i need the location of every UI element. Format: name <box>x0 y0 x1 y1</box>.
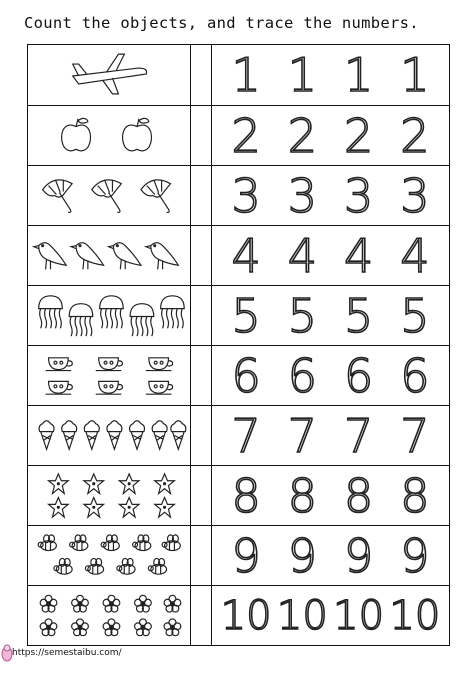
worksheet-row <box>28 405 449 465</box>
trace-number[interactable]: 7 <box>231 408 261 463</box>
trace-numbers <box>211 466 449 525</box>
trace-number[interactable]: 7 <box>343 408 374 463</box>
worksheet-row <box>28 225 449 285</box>
trace-number[interactable]: 9 <box>231 528 261 583</box>
trace-numbers <box>211 406 449 465</box>
footer-url: https://semestaibu.com/ <box>12 648 122 658</box>
trace-number[interactable]: 9 <box>287 528 318 583</box>
trace-numbers <box>211 346 449 405</box>
ice-cream-icon <box>39 421 54 450</box>
flower-icon <box>135 619 152 636</box>
worksheet-row <box>28 165 449 225</box>
objects-drawing <box>28 166 190 225</box>
flower-icon <box>103 595 120 612</box>
bee-icon <box>85 558 103 574</box>
trace-number[interactable]: 4 <box>231 228 261 283</box>
teacup-icon <box>46 358 73 371</box>
bee-icon <box>117 558 135 574</box>
trace-numbers <box>211 586 449 645</box>
trace-number[interactable]: 4 <box>400 228 430 283</box>
trace-number[interactable]: 7 <box>287 408 318 463</box>
objects-drawing <box>28 346 190 405</box>
worksheet-grid <box>27 44 450 646</box>
trace-number[interactable]: 6 <box>287 348 318 403</box>
ice-cream-icon <box>152 421 167 450</box>
starfish-icon <box>84 474 104 494</box>
worksheet-row <box>28 45 449 105</box>
row-gap <box>191 586 211 645</box>
flower-icon <box>72 595 89 612</box>
bee-icon <box>133 535 151 551</box>
trace-number[interactable]: 2 <box>400 108 430 163</box>
trace-number[interactable]: 10 <box>389 592 441 639</box>
flower-icon <box>40 595 57 612</box>
trace-numbers <box>211 226 449 285</box>
object-box <box>28 286 191 345</box>
trace-number[interactable]: 2 <box>231 108 261 163</box>
row-gap <box>191 45 211 105</box>
flower-icon <box>164 595 181 612</box>
teacup-icon <box>96 381 123 394</box>
row-gap <box>191 286 211 345</box>
trace-number[interactable]: 3 <box>400 168 430 223</box>
starfish-icon <box>155 497 175 517</box>
ice-cream-icon <box>84 421 99 450</box>
trace-number[interactable]: 3 <box>343 168 374 223</box>
bee-icon <box>54 558 72 574</box>
starfish-icon <box>49 474 69 494</box>
bird-icon <box>146 243 178 270</box>
ice-cream-icon <box>171 421 186 450</box>
trace-number[interactable]: 5 <box>287 288 318 343</box>
worksheet-title: Count the objects, and trace the numbers. <box>24 14 419 32</box>
trace-numbers <box>211 526 449 585</box>
object-box <box>28 166 191 225</box>
objects-drawing <box>28 466 190 525</box>
ice-cream-icon <box>62 421 77 450</box>
bee-icon <box>162 535 180 551</box>
flower-icon <box>164 619 181 636</box>
starfish-icon <box>49 497 69 517</box>
row-gap <box>191 106 211 165</box>
trace-number[interactable]: 1 <box>343 48 374 102</box>
apple-icon <box>62 118 91 151</box>
apple-icon <box>123 118 152 151</box>
objects-drawing <box>28 45 190 105</box>
bee-icon <box>101 535 119 551</box>
flower-icon <box>135 595 152 612</box>
bird-icon <box>34 243 66 270</box>
trace-numbers <box>211 166 449 225</box>
trace-number[interactable]: 4 <box>343 228 374 283</box>
objects-drawing <box>28 586 190 645</box>
jellyfish-icon <box>69 304 93 336</box>
objects-drawing <box>28 226 190 285</box>
teacup-icon <box>46 381 73 394</box>
trace-number[interactable]: 4 <box>287 228 318 283</box>
trace-number[interactable]: 3 <box>287 168 318 223</box>
worksheet-row <box>28 465 449 525</box>
trace-number[interactable]: 1 <box>400 48 430 102</box>
trace-number[interactable]: 5 <box>343 288 374 343</box>
trace-numbers <box>211 45 449 105</box>
object-box <box>28 586 191 645</box>
row-gap <box>191 406 211 465</box>
trace-number[interactable]: 8 <box>287 468 318 523</box>
starfish-icon <box>84 497 104 517</box>
object-box <box>28 526 191 585</box>
trace-number[interactable]: 8 <box>400 468 430 523</box>
trace-number[interactable]: 6 <box>231 348 261 403</box>
row-gap <box>191 226 211 285</box>
trace-number[interactable]: 5 <box>400 288 430 343</box>
teacup-icon <box>146 381 173 394</box>
row-gap <box>191 526 211 585</box>
object-box <box>28 45 191 105</box>
trace-number[interactable]: 8 <box>343 468 374 523</box>
trace-number[interactable]: 9 <box>343 528 374 583</box>
ice-cream-icon <box>130 421 145 450</box>
bird-icon <box>71 243 103 270</box>
jellyfish-icon <box>39 296 63 328</box>
worksheet-row <box>28 585 449 645</box>
row-gap <box>191 466 211 525</box>
teacup-icon <box>96 358 123 371</box>
object-box <box>28 406 191 465</box>
objects-drawing <box>28 286 190 345</box>
starfish-icon <box>155 474 175 494</box>
object-box <box>28 106 191 165</box>
flower-icon <box>40 619 57 636</box>
object-box <box>28 226 191 285</box>
trace-number[interactable]: 1 <box>287 48 318 102</box>
trace-number[interactable]: 5 <box>231 288 261 343</box>
trace-number[interactable]: 2 <box>287 108 318 163</box>
jellyfish-icon <box>130 304 154 336</box>
umbrella-icon <box>141 180 170 213</box>
worksheet-row <box>28 345 449 405</box>
object-box <box>28 466 191 525</box>
trace-number[interactable]: 6 <box>400 348 430 403</box>
object-box <box>28 346 191 405</box>
row-gap <box>191 166 211 225</box>
trace-number[interactable]: 7 <box>400 408 430 463</box>
row-gap <box>191 346 211 405</box>
bee-icon <box>148 558 166 574</box>
airplane-icon <box>73 54 147 94</box>
starfish-icon <box>119 474 139 494</box>
trace-number[interactable]: 3 <box>231 168 261 223</box>
bee-icon <box>38 535 56 551</box>
trace-number[interactable]: 10 <box>220 592 272 639</box>
worksheet-row <box>28 105 449 165</box>
flower-icon <box>72 619 89 636</box>
trace-number[interactable]: 6 <box>343 348 374 403</box>
trace-number[interactable]: 10 <box>333 592 385 639</box>
trace-numbers <box>211 106 449 165</box>
objects-drawing <box>28 526 190 585</box>
trace-number[interactable]: 1 <box>231 48 261 102</box>
trace-number[interactable]: 2 <box>343 108 374 163</box>
objects-drawing <box>28 106 190 165</box>
jellyfish-icon <box>161 296 185 328</box>
umbrella-icon <box>43 180 73 213</box>
ice-cream-icon <box>107 421 122 450</box>
trace-number[interactable]: 10 <box>276 592 328 639</box>
teacup-icon <box>146 358 173 371</box>
trace-number[interactable]: 9 <box>400 528 430 583</box>
trace-numbers <box>211 286 449 345</box>
worksheet-row <box>28 525 449 585</box>
jellyfish-icon <box>100 296 124 328</box>
bee-icon <box>70 535 88 551</box>
flower-icon <box>103 619 120 636</box>
bird-icon <box>109 243 141 270</box>
objects-drawing <box>28 406 190 465</box>
worksheet-row <box>28 285 449 345</box>
starfish-icon <box>119 497 139 517</box>
trace-number[interactable]: 8 <box>231 468 261 523</box>
umbrella-icon <box>92 180 121 213</box>
